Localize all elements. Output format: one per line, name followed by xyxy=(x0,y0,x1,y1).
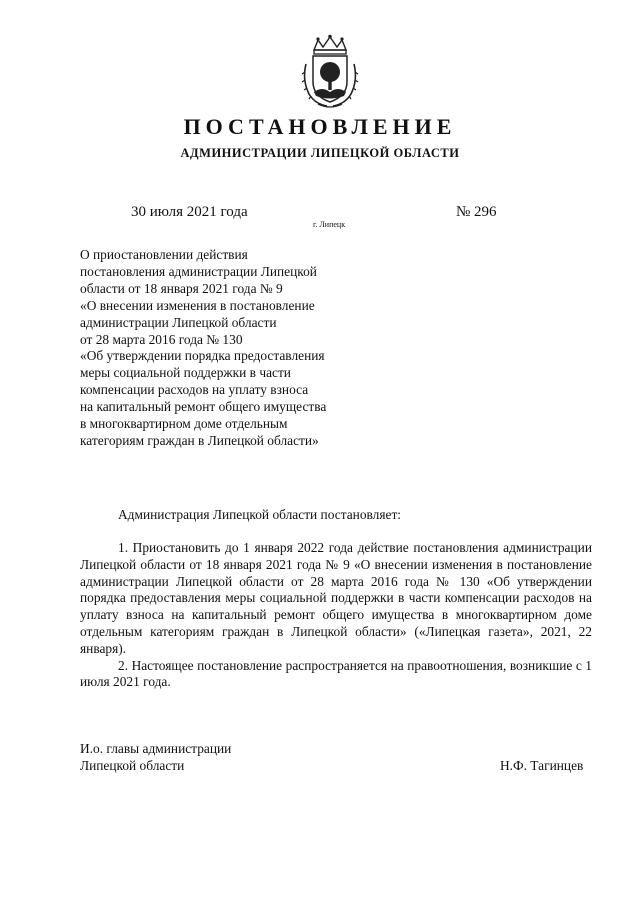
document-subtitle: АДМИНИСТРАЦИИ ЛИПЕЦКОЙ ОБЛАСТИ xyxy=(180,146,460,160)
signatory-position-line: Липецкой области xyxy=(80,757,185,773)
intro-line: Администрация Липецкой области постановляет: xyxy=(118,507,402,522)
subject-line: меры социальной поддержки в части xyxy=(80,365,291,381)
subject-line: от 28 марта 2016 года № 130 xyxy=(80,331,243,347)
document-body xyxy=(80,540,592,691)
signatory-name: Н.Ф. Тагинцев xyxy=(500,758,584,773)
subject-line: области от 18 января 2021 года № 9 xyxy=(80,280,283,296)
signatory-position xyxy=(80,741,231,775)
document-number: № 296 xyxy=(456,204,497,220)
subject-line: О приостановлении действия xyxy=(80,247,248,262)
subject-line: «О внесении изменения в постановление xyxy=(80,297,315,313)
subject-line: категориям граждан в Липецкой области» xyxy=(80,432,319,448)
paragraph-1: 1. Приостановить до 1 января 2022 года действие постановления администрации Липецкой области от 18 января 2021 года № 9 «О внесении изменения в постановление администрации Липецкой области от 28 марта 2016 года № 130 «Об утверждении порядка предоставления меры социальной поддержки в части компенсации расходов на уплату взноса на капитальный ремонт общего имущества в многоквартирном доме отдельным категориям граждан в Липецкой области» («Липецкая газета», 2021, 22 января). xyxy=(80,540,592,656)
subject-line: «Об утверждении порядка предоставления xyxy=(80,348,325,364)
paragraph-2: 2. Настоящее постановление распространяется на правоотношения, возникшие с 1 июля 2021 года. xyxy=(80,657,592,690)
signatory-position-line: И.о. главы администрации xyxy=(80,741,232,756)
subject-line: администрации Липецкой области xyxy=(80,314,277,330)
coat-of-arms-icon xyxy=(300,34,360,110)
subject-line: на капитальный ремонт общего имущества xyxy=(80,399,327,415)
subject-block xyxy=(80,247,380,450)
subject-line: постановления администрации Липецкой xyxy=(80,263,317,279)
document-date: 30 июля 2021 года xyxy=(131,204,248,220)
subject-line: в многоквартирном доме отдельным xyxy=(80,416,288,432)
subject-line: компенсации расходов на уплату взноса xyxy=(80,382,309,398)
document-title: ПОСТАНОВЛЕНИЕ xyxy=(183,114,457,139)
document-city: г. Липецк xyxy=(313,220,346,229)
